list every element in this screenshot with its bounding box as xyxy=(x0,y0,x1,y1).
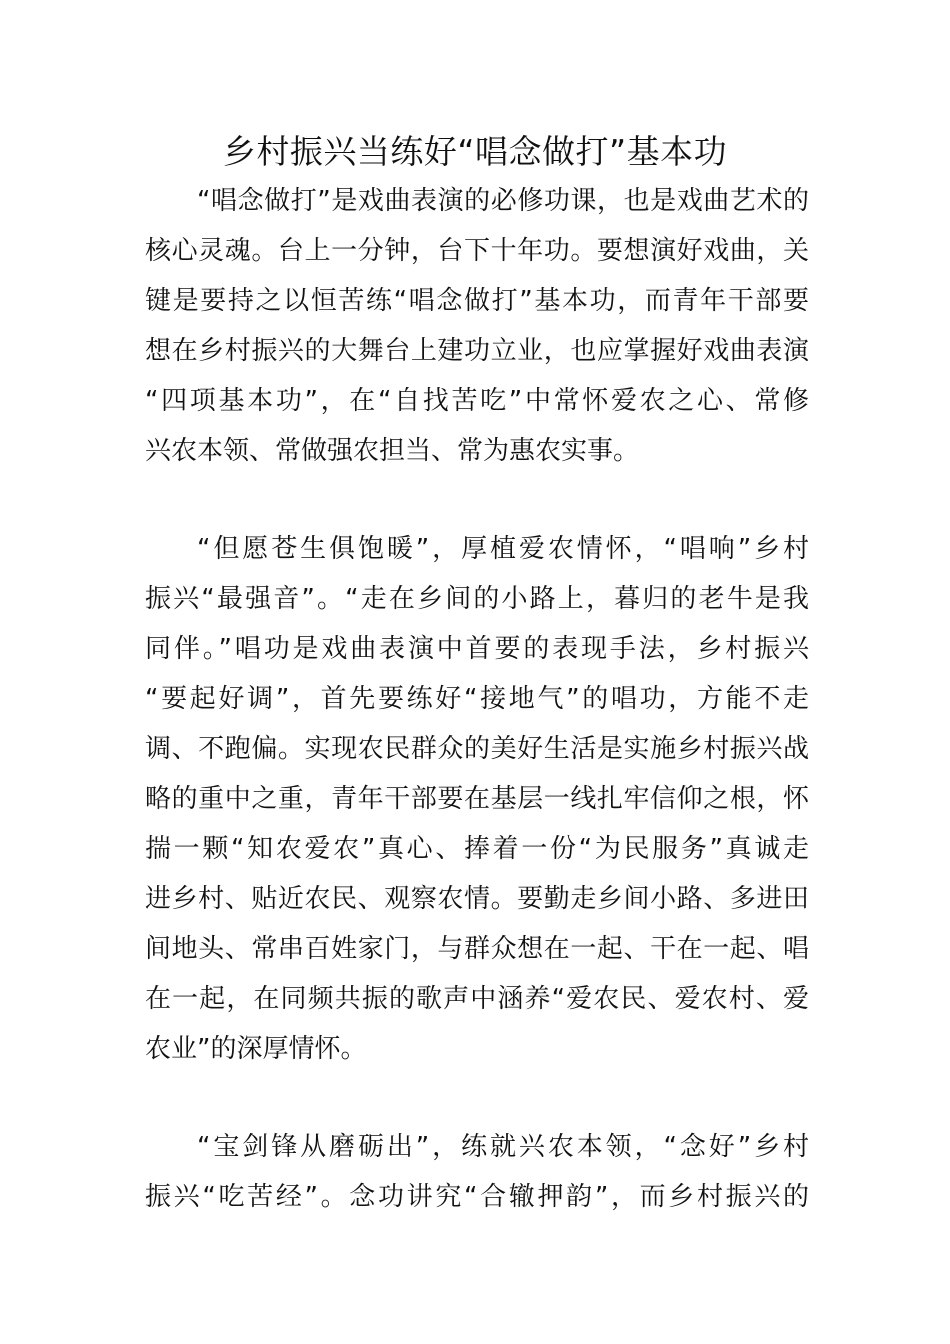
paragraph-3-line-2: 振兴“吃苦经”。念功讲究“合辙押韵”，而乡村振兴的 xyxy=(145,1182,809,1212)
paragraph-1-line-4: 想在乡村振兴的大舞台上建功立业，也应掌握好戏曲表演 xyxy=(145,336,809,366)
paragraph-1-line-1: “唱念做打”是戏曲表演的必修功课，也是戏曲艺术的 xyxy=(197,186,809,216)
paragraph-1-line-2: 核心灵魂。台上一分钟，台下十年功。要想演好戏曲，关 xyxy=(145,236,809,266)
paragraph-2-line-10: 在一起，在同频共振的歌声中涵养“爱农民、爱农村、爱 xyxy=(145,984,809,1014)
paragraph-2-line-4: “要起好调”，首先要练好“接地气”的唱功，方能不走 xyxy=(145,684,809,714)
paragraph-1-line-3: 键是要持之以恒苦练“唱念做打”基本功，而青年干部要 xyxy=(145,286,809,316)
paragraph-1-line-5: “四项基本功”，在“自找苦吃”中常怀爱农之心、常修 xyxy=(145,386,809,416)
paragraph-2-line-7: 揣一颗“知农爱农”真心、捧着一份“为民服务”真诚走 xyxy=(145,834,809,864)
paragraph-2-line-1: “但愿苍生俱饱暖”，厚植爱农情怀，“唱响”乡村 xyxy=(197,534,809,564)
paragraph-2-line-3: 同伴。”唱功是戏曲表演中首要的表现手法，乡村振兴 xyxy=(145,634,809,664)
paragraph-2-line-6: 略的重中之重，青年干部要在基层一线扎牢信仰之根，怀 xyxy=(145,784,809,814)
paragraph-3-line-1: “宝剑锋从磨砺出”，练就兴农本领，“念好”乡村 xyxy=(197,1132,809,1162)
paragraph-1-line-6: 兴农本领、常做强农担当、常为惠农实事。 xyxy=(145,436,640,466)
paragraph-2-line-2: 振兴“最强音”。“走在乡间的小路上，暮归的老牛是我 xyxy=(145,584,809,614)
document-title: 乡村振兴当练好“唱念做打”基本功 xyxy=(222,132,728,171)
paragraph-2-line-9: 间地头、常串百姓家门，与群众想在一起、干在一起、唱 xyxy=(145,934,809,964)
paragraph-2-line-11: 农业”的深厚情怀。 xyxy=(145,1034,367,1064)
paragraph-2-line-8: 进乡村、贴近农民、观察农情。要勤走乡间小路、多进田 xyxy=(145,884,809,914)
paragraph-2-line-5: 调、不跑偏。实现农民群众的美好生活是实施乡村振兴战 xyxy=(145,734,809,764)
